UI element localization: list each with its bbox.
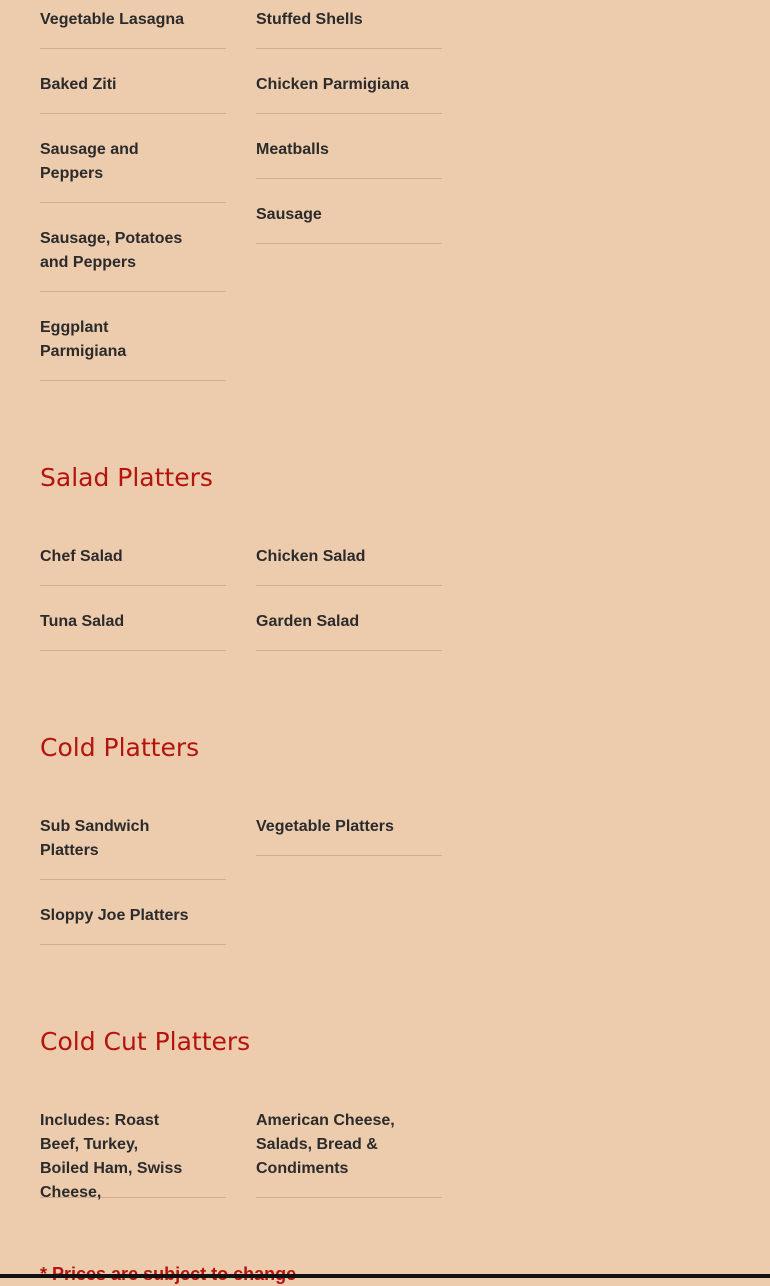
menu-item-label: Chef Salad bbox=[40, 548, 123, 565]
section-title-cold-cut-platters: Cold Cut Platters bbox=[40, 1027, 251, 1056]
menu-item-label: Baked Ziti bbox=[40, 76, 117, 93]
menu-item bbox=[256, 815, 442, 856]
menu-item bbox=[256, 8, 442, 49]
menu-item-label: Sloppy Joe Platters bbox=[40, 907, 189, 924]
menu-item bbox=[40, 227, 226, 292]
menu-item bbox=[40, 138, 226, 203]
menu-item-label: Meatballs bbox=[256, 141, 329, 158]
menu-item-label: Sausage, Potatoes and Peppers bbox=[40, 230, 183, 271]
menu-item bbox=[256, 545, 442, 586]
menu-item bbox=[40, 815, 226, 880]
menu-item bbox=[40, 904, 226, 945]
menu-item bbox=[40, 545, 226, 586]
menu-item bbox=[40, 1109, 226, 1201]
bottom-bar bbox=[0, 1274, 770, 1278]
menu-item bbox=[256, 73, 442, 114]
menu-item-label: Includes: Roast Beef, Turkey, Boiled Ham, Swiss Cheese, bbox=[40, 1112, 183, 1201]
menu-item-label: Vegetable Platters bbox=[256, 818, 394, 835]
menu-item-label: Stuffed Shells bbox=[256, 11, 363, 28]
menu-item bbox=[256, 1109, 442, 1198]
menu-item-label: Sausage bbox=[256, 206, 322, 223]
menu-item-label: Eggplant Parmigiana bbox=[40, 319, 127, 360]
menu-item bbox=[256, 610, 442, 651]
menu-item-label: Tuna Salad bbox=[40, 613, 125, 630]
menu-item bbox=[256, 203, 442, 244]
menu-item bbox=[40, 73, 226, 114]
menu-item-label: Garden Salad bbox=[256, 613, 360, 630]
menu-item bbox=[256, 138, 442, 179]
menu-item-label: American Cheese, Salads, Bread & Condiments bbox=[256, 1112, 395, 1177]
menu-item-label: Chicken Parmigiana bbox=[256, 76, 409, 93]
menu-item bbox=[40, 316, 226, 381]
menu-item-label: Sub Sandwich Platters bbox=[40, 818, 150, 859]
menu-item-label: Sausage and Peppers bbox=[40, 141, 139, 182]
menu-item-label: Vegetable Lasagna bbox=[40, 11, 185, 28]
menu-item bbox=[40, 610, 226, 651]
menu-item-label: Chicken Salad bbox=[256, 548, 366, 565]
section-title-cold-platters: Cold Platters bbox=[40, 733, 200, 762]
menu-item bbox=[40, 8, 226, 49]
section-title-salad-platters: Salad Platters bbox=[40, 463, 213, 492]
